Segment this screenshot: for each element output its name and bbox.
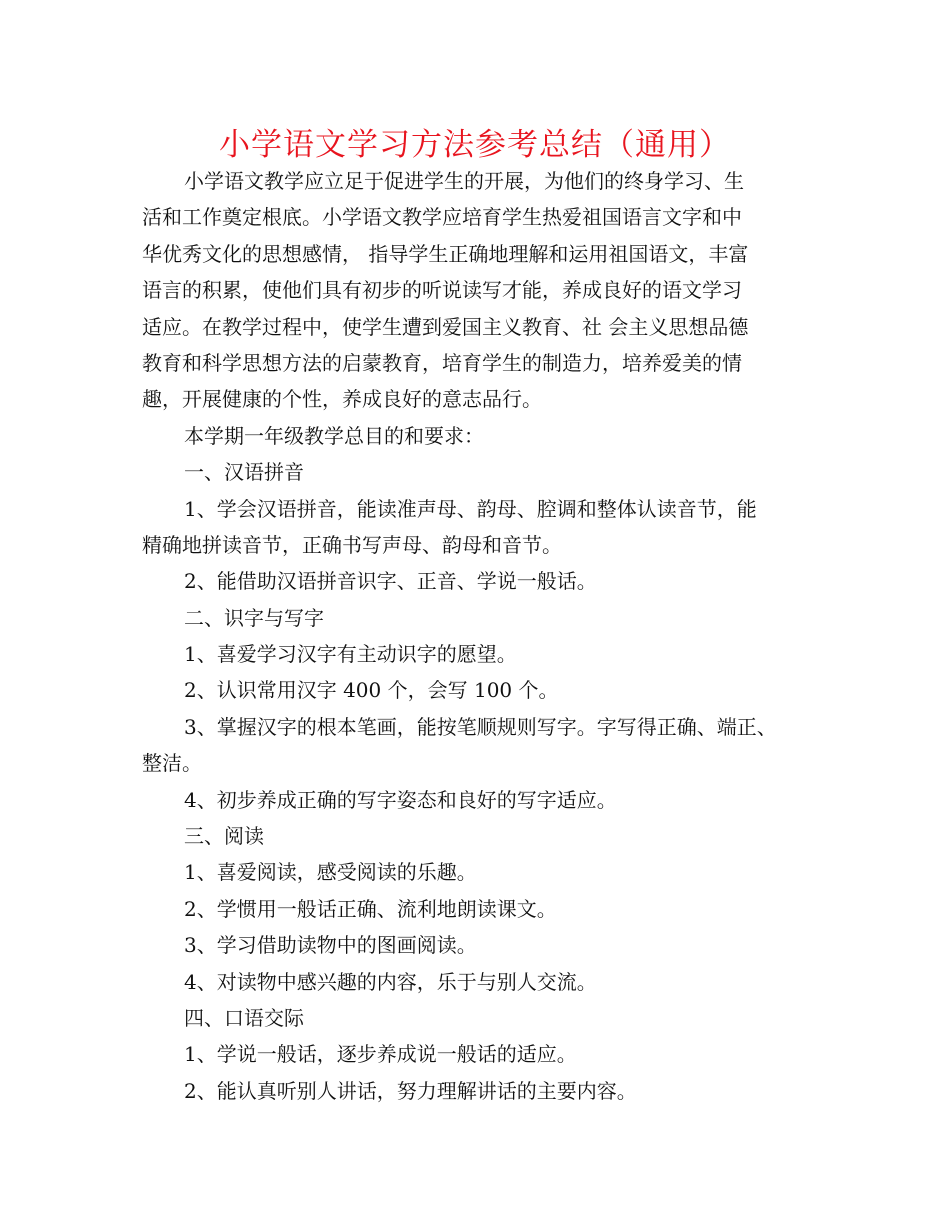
- list-item-continuation: 精确地拼读音节，正确书写声母、韵母和音节。: [142, 532, 562, 557]
- document-title: 小学语文学习方法参考总结（通用）: [219, 127, 731, 163]
- document-body: [142, 163, 812, 1109]
- list-item: 1、学会汉语拼音，能读准声母、韵母、腔调和整体认读音节，能: [184, 496, 757, 521]
- paragraph-line: 小学语文教学应立足于促进学生的开展，为他们的终身学习、生: [184, 169, 744, 193]
- list-item: 3、掌握汉字的根本笔画，能按笔顺规则写字。字写得正确、端正、: [184, 714, 777, 739]
- list-item: 1、学说一般话，逐步养成说一般话的适应。: [184, 1042, 577, 1067]
- list-item: 1、喜爱学习汉字有主动识字的愿望。: [184, 642, 517, 667]
- paragraph-line: 华优秀文化的思想感情， 指导学生正确地理解和运用祖国语文，丰富: [142, 241, 749, 266]
- goals-heading: 本学期一年级教学总目的和要求：: [184, 423, 484, 448]
- list-item-continuation: 整洁。: [142, 751, 202, 776]
- list-item: 4、对读物中感兴趣的内容，乐于与别人交流。: [184, 969, 597, 994]
- section-heading: 四、口语交际: [184, 1005, 304, 1030]
- section-heading: 三、阅读: [184, 824, 264, 849]
- paragraph-line: 语言的积累，使他们具有初步的听说读写才能，养成良好的语文学习: [142, 278, 742, 303]
- list-item: 1、喜爱阅读，感受阅读的乐趣。: [184, 860, 477, 885]
- list-item: 3、学习借助读物中的图画阅读。: [184, 933, 477, 958]
- list-item: 2、能认真听别人讲话，努力理解讲话的主要内容。: [184, 1078, 637, 1103]
- paragraph-line: 适应。在教学过程中，使学生遭到爱国主义教育、社 会主义思想品德: [142, 314, 749, 339]
- list-item: 4、初步养成正确的写字姿态和良好的写字适应。: [184, 787, 617, 812]
- paragraph-line: 教育和科学思想方法的启蒙教育，培育学生的制造力，培养爱美的情: [142, 350, 742, 375]
- section-heading: 一、汉语拼音: [184, 460, 304, 485]
- paragraph-line: 趣，开展健康的个性，养成良好的意志品行。: [142, 387, 542, 412]
- paragraph-line: 活和工作奠定根底。小学语文教学应培育学生热爱祖国语言文字和中: [142, 205, 742, 230]
- list-item: 2、学惯用一般话正确、流利地朗读课文。: [184, 896, 557, 921]
- list-item: 2、能借助汉语拼音识字、正音、学说一般话。: [184, 569, 597, 594]
- list-item: 2、认识常用汉字 400 个，会写 100 个。: [184, 678, 559, 703]
- section-heading: 二、识字与写字: [184, 605, 324, 630]
